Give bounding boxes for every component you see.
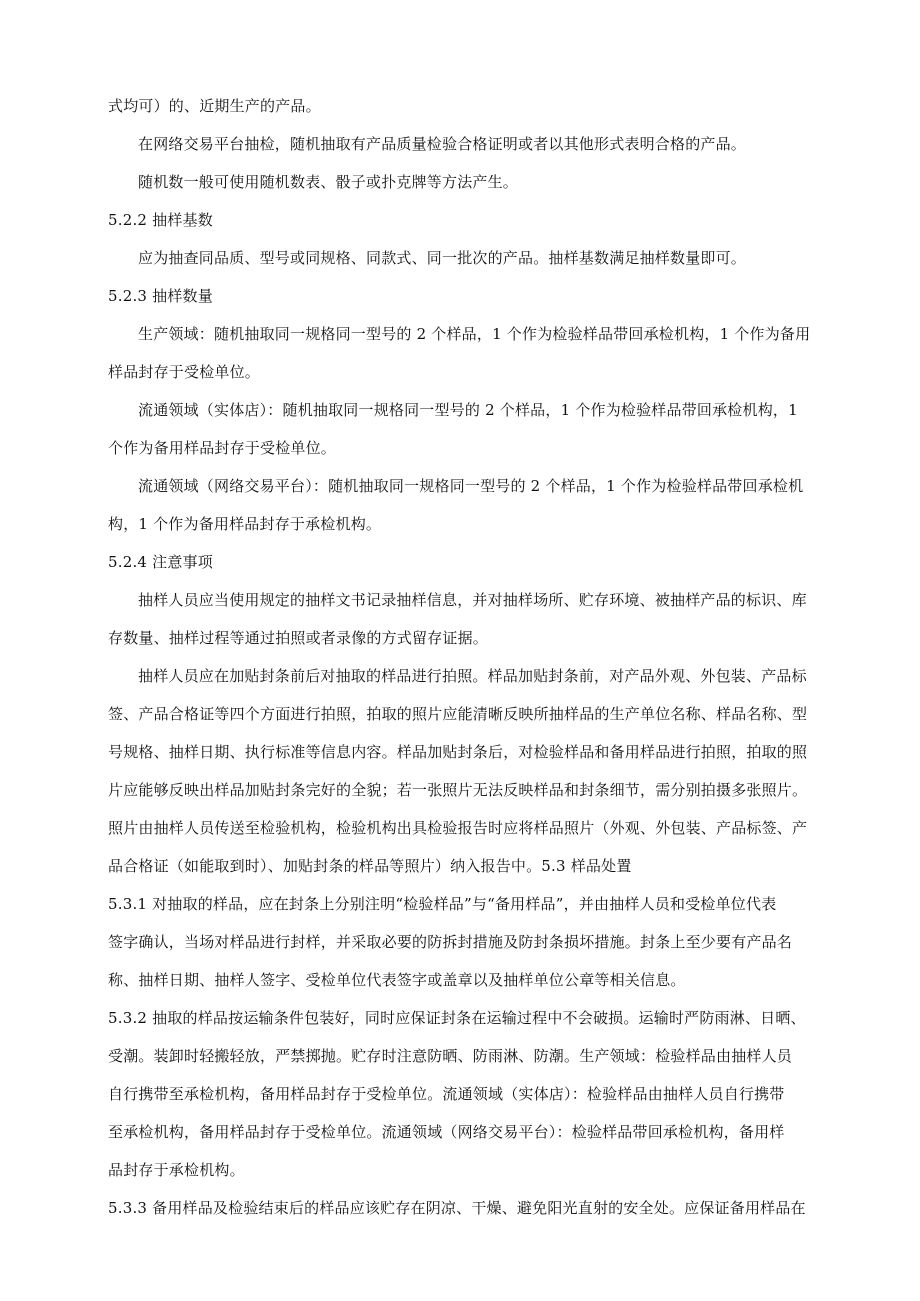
text-line: 照片由抽样人员传送至检验机构，检验机构出具检验报告时应将样品照片（外观、外包装、产品标签、产 xyxy=(108,819,808,837)
text-line: 流通领域（实体店）：随机抽取同一规格同一型号的 2 个样品，1 个作为检验样品带回承检机构，1 xyxy=(138,401,798,419)
text-line: 签、产品合格证等四个方面进行拍照，拍取的照片应能清晰反映所抽样品的生产单位名称、样品名称、型 xyxy=(108,705,808,723)
text-line: 个作为备用样品封存于受检单位。 xyxy=(108,439,337,457)
text-line: 签字确认，当场对样品进行封样，并采取必要的防拆封措施及防封条损坏措施。封条上至少要有产品名 xyxy=(108,933,793,951)
text-line: 式均可）的、近期生产的产品。 xyxy=(108,97,321,115)
text-line: 片应能够反映出样品加贴封条完好的全貌；若一张照片无法反映样品和封条细节，需分别拍摄多张照片。 xyxy=(108,781,808,799)
text-line: 在网络交易平台抽检，随机抽取有产品质量检验合格证明或者以其他形式表明合格的产品。 xyxy=(138,135,747,153)
text-line: 构，1 个作为备用样品封存于承检机构。 xyxy=(108,515,382,533)
text-line: 存数量、抽样过程等通过拍照或者录像的方式留存证据。 xyxy=(108,629,489,647)
text-line: 生产领域：随机抽取同一规格同一型号的 2 个样品，1 个作为检验样品带回承检机构，1 个作为备用 xyxy=(138,325,811,343)
text-line: 称、抽样日期、抽样人签字、受检单位代表签字或盖章以及抽样单位公章等相关信息。 xyxy=(108,971,686,989)
text-line: 抽样人员应当使用规定的抽样文书记录抽样信息，并对抽样场所、贮存环境、被抽样产品的标识、库 xyxy=(138,591,807,609)
text-line: 5.3.1 对抽取的样品，应在封条上分别注明“检验样品”与“备用样品”，并由抽样人员和受检单位代表 xyxy=(108,895,777,913)
section-heading: 5.2.4 注意事项 xyxy=(108,553,213,571)
text-line: 受潮。装卸时轻搬轻放，严禁掷抛。贮存时注意防晒、防雨淋、防潮。生产领域：检验样品由抽样人员 xyxy=(108,1047,793,1065)
text-line: 品合格证（如能取到时）、加贴封条的样品等照片）纳入报告中。5.3 样品处置 xyxy=(108,857,632,875)
text-line: 应为抽查同品质、型号或同规格、同款式、同一批次的产品。抽样基数满足抽样数量即可。 xyxy=(138,249,747,267)
text-line: 5.3.3 备用样品及检验结束后的样品应该贮存在阴凉、干燥、避免阳光直射的安全处。应保证备用样品在 xyxy=(108,1199,806,1217)
section-heading: 5.2.2 抽样基数 xyxy=(108,211,213,229)
text-line: 品封存于承检机构。 xyxy=(108,1161,245,1179)
text-line: 样品封存于受检单位。 xyxy=(108,363,261,381)
text-line: 至承检机构，备用样品封存于受检单位。流通领域（网络交易平台）：检验样品带回承检机构，备用样 xyxy=(108,1123,785,1141)
text-line: 随机数一般可使用随机数表、骰子或扑克牌等方法产生。 xyxy=(138,173,519,191)
text-line: 流通领域（网络交易平台）：随机抽取同一规格同一型号的 2 个样品，1 个作为检验样品带回承检机 xyxy=(138,477,804,495)
text-line: 号规格、抽样日期、执行标准等信息内容。样品加贴封条后，对检验样品和备用样品进行拍照，拍取的照 xyxy=(108,743,808,761)
section-heading: 5.2.3 抽样数量 xyxy=(108,287,213,305)
text-line: 5.3.2 抽取的样品按运输条件包装好，同时应保证封条在运输过程中不会破损。运输时严防雨淋、日晒、 xyxy=(108,1009,806,1027)
text-line: 自行携带至承检机构，备用样品封存于受检单位。流通领域（实体店）：检验样品由抽样人员自行携带 xyxy=(108,1085,785,1103)
text-line: 抽样人员应在加贴封条前后对抽取的样品进行拍照。样品加贴封条前，对产品外观、外包装、产品标 xyxy=(138,667,807,685)
